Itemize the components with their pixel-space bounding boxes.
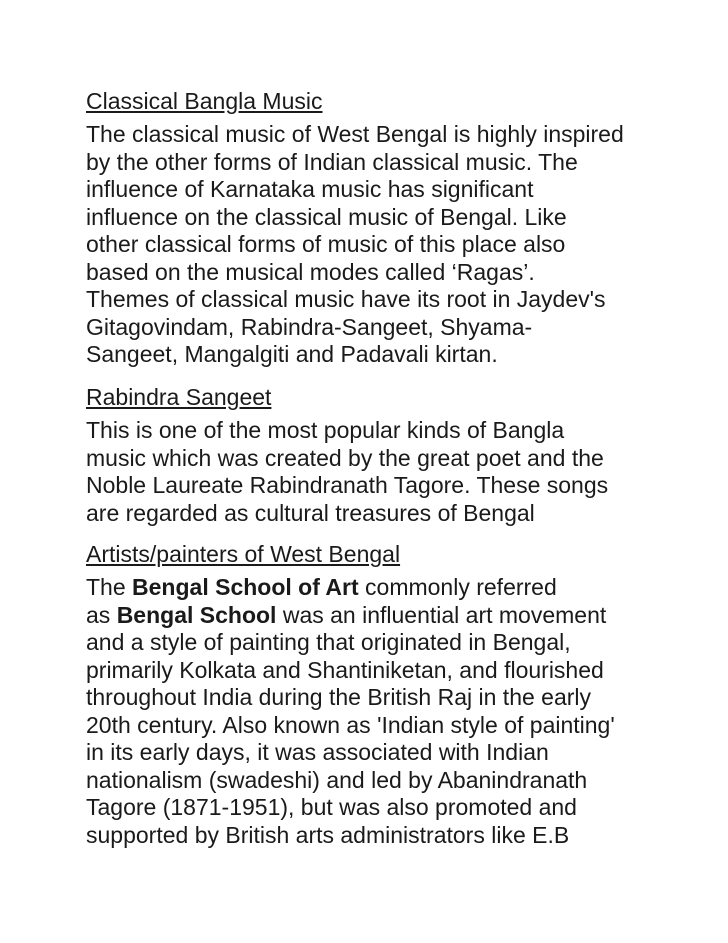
body-line: influence on the classical music of Bengal. Like — [86, 203, 567, 230]
section-heading: Rabindra Sangeet — [86, 384, 272, 410]
body-line: 20th century. Also known as 'Indian style of painting' — [86, 711, 615, 738]
body-line: influence of Karnataka music has significant — [86, 176, 534, 202]
body-line: The classical music of West Bengal is highly inspired — [86, 121, 624, 147]
body-text: The — [86, 574, 133, 600]
body-text: was an influential art movement — [276, 601, 607, 628]
section-heading: Artists/painters of West Bengal — [86, 541, 401, 567]
body-text: commonly referred — [358, 574, 557, 600]
section-body — [86, 574, 615, 849]
bold-term: Bengal School — [116, 601, 277, 628]
body-line: nationalism (swadeshi) and led by Abanindranath — [86, 766, 588, 793]
body-line: throughout India during the British Raj in the early — [86, 684, 592, 710]
body-line — [86, 602, 615, 630]
section-rabindra-sangeet — [86, 384, 608, 527]
body-line: music which was created by the great poet and the — [86, 444, 604, 471]
body-line: based on the musical modes called ‘Ragas’. — [86, 258, 535, 285]
body-line: primarily Kolkata and Shantiniketan, and flourished — [86, 656, 604, 683]
section-heading: Classical Bangla Music — [86, 88, 323, 114]
section-body — [86, 121, 624, 369]
body-line: are regarded as cultural treasures of Bengal — [86, 499, 535, 526]
body-line: This is one of the most popular kinds of Bangla — [86, 417, 565, 443]
body-line — [86, 574, 615, 602]
section-body — [86, 417, 608, 527]
section-classical-bangla-music — [86, 88, 624, 369]
body-line: by the other forms of Indian classical music. The — [86, 148, 578, 175]
body-line: other classical forms of music of this place also — [86, 231, 566, 257]
body-line: supported by British arts administrators like E.B — [86, 821, 570, 848]
section-artists-painters — [86, 541, 615, 849]
body-text: as — [86, 601, 117, 628]
bold-term: Bengal School of Art — [132, 574, 359, 600]
body-line: and a style of painting that originated in Bengal, — [86, 629, 571, 655]
body-line: Noble Laureate Rabindranath Tagore. These songs — [86, 472, 609, 498]
body-line: Gitagovindam, Rabindra-Sangeet, Shyama- — [86, 313, 533, 340]
body-line: Themes of classical music have its root in Jaydev's — [86, 286, 606, 312]
body-line: Tagore (1871-1951), but was also promoted and — [86, 794, 577, 820]
body-line: in its early days, it was associated with Indian — [86, 739, 549, 765]
body-line: Sangeet, Mangalgiti and Padavali kirtan. — [86, 341, 498, 367]
